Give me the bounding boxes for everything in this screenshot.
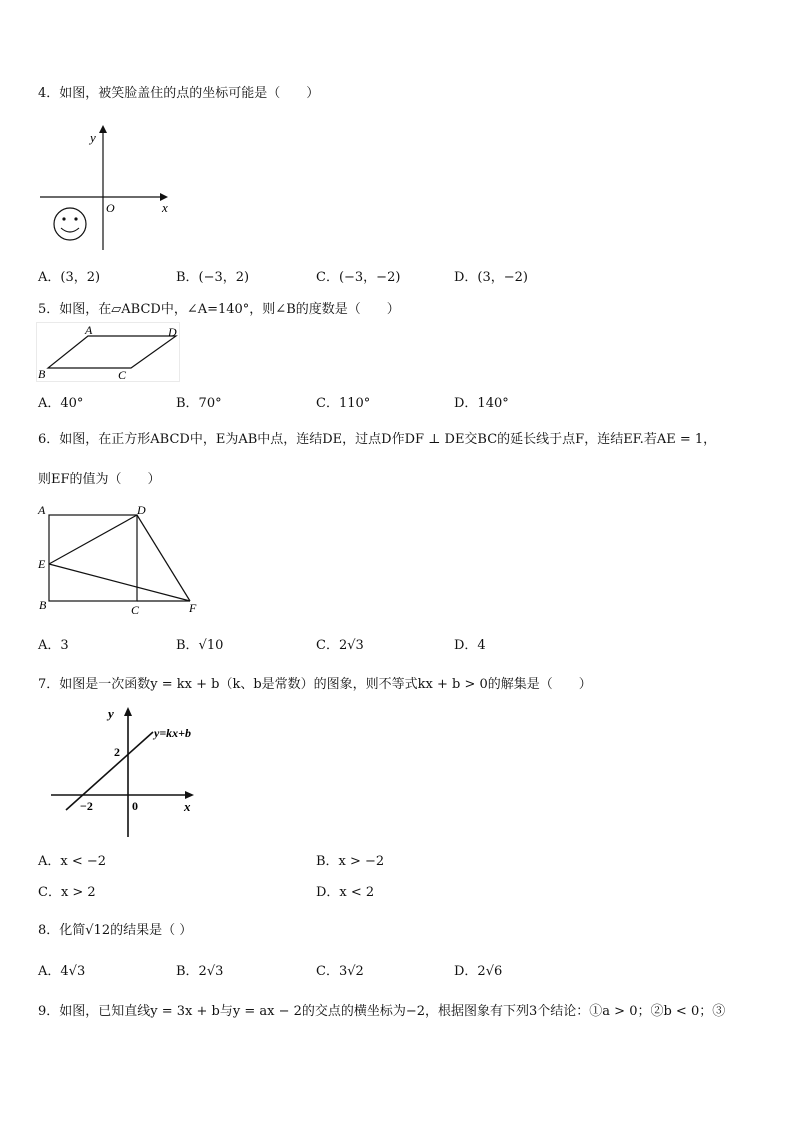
q7-option-c[interactable]: C．x > 2	[38, 885, 96, 900]
q4-option-b[interactable]: B．(−3，2)	[176, 270, 250, 285]
q5-option-b[interactable]: B．70°	[176, 396, 222, 411]
q7-tick-2: 2	[114, 745, 120, 759]
q5-label-a: A	[85, 323, 93, 337]
q8-option-c[interactable]: C．3√2	[316, 964, 364, 979]
q8-option-d[interactable]: D．2√6	[454, 964, 503, 979]
q5-stem: 5．如图，在▱ABCD中，∠A=140°，则∠B的度数是（ ）	[38, 302, 400, 317]
q6-stem-continued: 则EF的值为（ ）	[38, 472, 161, 487]
smiley-face-icon	[54, 208, 86, 240]
q4-x-label: x	[162, 200, 168, 215]
q5-option-a[interactable]: A．40°	[38, 396, 84, 411]
q5-option-c[interactable]: C．110°	[316, 396, 371, 411]
q7-option-d[interactable]: D．x < 2	[316, 885, 375, 900]
q6-stem: 6．如图，在正方形ABCD中，E为AB中点，连结DE，过点D作DF ⊥ DE交BC的延长线于点F，连结EF.若AE = 1，	[38, 432, 717, 447]
q7-origin-label: 0	[132, 799, 138, 813]
q7-option-a[interactable]: A．x < −2	[38, 854, 107, 869]
q8-option-b[interactable]: B．2√3	[176, 964, 224, 979]
q4-coordinate-figure	[36, 122, 176, 252]
q4-option-c[interactable]: C．(−3，−2)	[316, 270, 401, 285]
q7-option-b[interactable]: B．x > −2	[316, 854, 385, 869]
q6-label-e: E	[38, 557, 46, 571]
q4-y-label: y	[90, 130, 96, 145]
q6-option-d[interactable]: D．4	[454, 638, 486, 653]
q5-label-b: B	[38, 367, 46, 381]
q5-option-d[interactable]: D．140°	[454, 396, 509, 411]
q8-option-a[interactable]: A．4√3	[38, 964, 86, 979]
q6-square-figure	[36, 500, 206, 620]
q6-label-f: F	[189, 601, 197, 615]
q6-label-d: D	[137, 503, 146, 517]
q7-stem: 7．如图是一次函数y = kx + b（k、b是常数）的图象，则不等式kx + b > 0的解集是（ ）	[38, 677, 592, 692]
q4-option-a[interactable]: A．(3，2)	[38, 270, 101, 285]
q7-linear-function-figure	[46, 700, 216, 840]
q5-parallelogram-figure	[36, 322, 186, 384]
q4-option-d[interactable]: D．(3，−2)	[454, 270, 529, 285]
q6-label-c: C	[131, 603, 140, 617]
q6-option-b[interactable]: B．√10	[176, 638, 224, 653]
q5-label-c: C	[118, 368, 127, 382]
q7-tick-neg2: −2	[80, 799, 93, 813]
q6-label-a: A	[38, 503, 46, 517]
q6-option-c[interactable]: C．2√3	[316, 638, 364, 653]
q7-x-label: x	[184, 799, 191, 814]
q6-option-a[interactable]: A．3	[38, 638, 69, 653]
q7-line-label: y=kx+b	[154, 726, 192, 740]
q6-label-b: B	[39, 598, 47, 612]
q4-stem: 4．如图，被笑脸盖住的点的坐标可能是（ ）	[38, 86, 320, 101]
q9-stem: 9．如图，已知直线y = 3x + b与y = ax − 2的交点的横坐标为−2，根据图象有下列3个结论：①a > 0；②b < 0；③	[38, 1004, 726, 1019]
q7-y-label: y	[108, 706, 114, 721]
q8-stem: 8．化简√12的结果是（ ）	[38, 923, 193, 938]
q5-label-d: D	[168, 325, 177, 339]
q4-origin-label: O	[106, 201, 115, 215]
